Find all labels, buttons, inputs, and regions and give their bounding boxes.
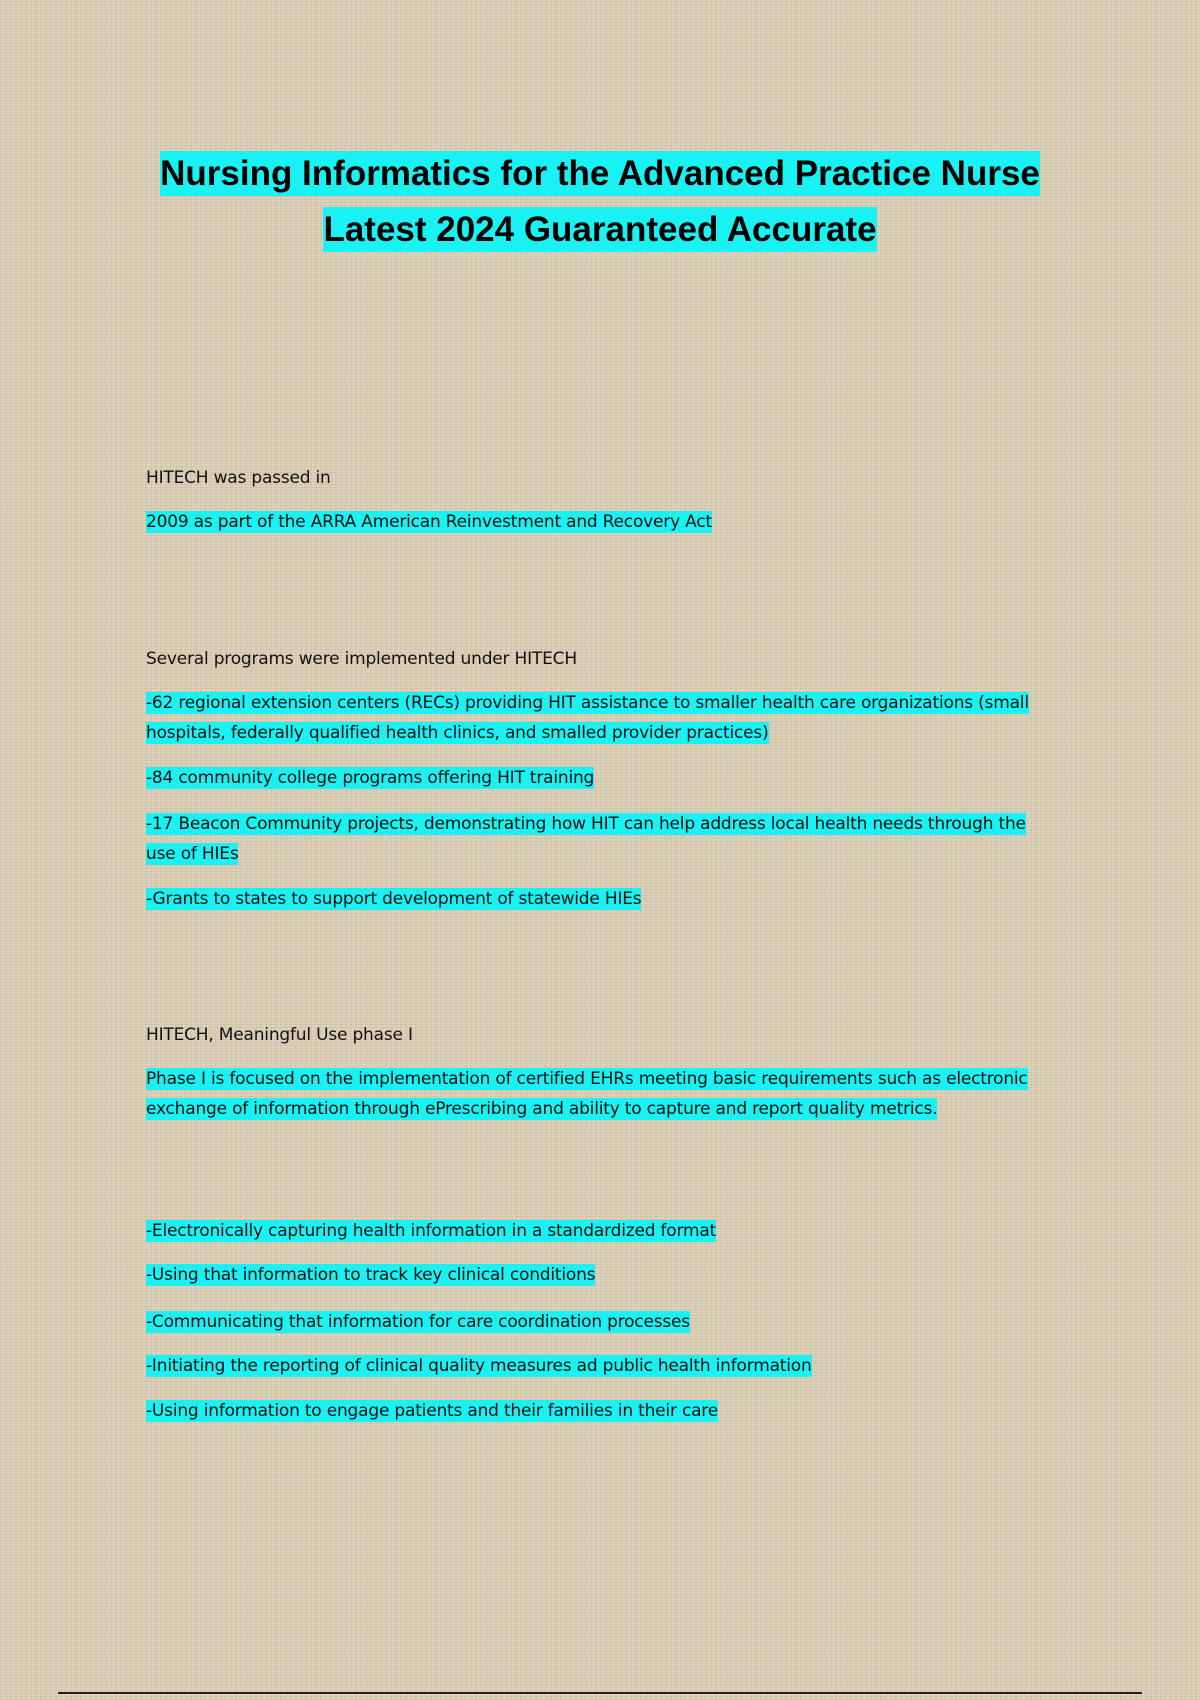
answer-programs-grants: -Grants to states to support development of statewide HIEs <box>146 889 642 909</box>
answer-programs-college: -84 community college programs offering HIT training <box>146 768 595 788</box>
question-meaningful-use: HITECH, Meaningful Use phase I <box>146 1025 413 1045</box>
question-hitech-programs: Several programs were implemented under HITECH <box>146 649 577 669</box>
answer-hitech-passed: 2009 as part of the ARRA American Reinvestment and Recovery Act <box>146 512 712 532</box>
page-bottom-rule <box>58 1692 1142 1694</box>
answer-quality-reporting: -Initiating the reporting of clinical quality measures ad public health information <box>146 1356 812 1376</box>
answer-phase-i: Phase I is focused on the implementation of certified EHRs meeting basic requirements such as electronic exchange of information through ePrescribing and ability to capture and report quality metrics. <box>146 1069 1028 1119</box>
document-title: Nursing Informatics for the Advanced Practice Nurse Latest 2024 Guaranteed Accurate <box>150 146 1050 258</box>
answer-programs-beacon: -17 Beacon Community projects, demonstrating how HIT can help address local health needs through the use of HIEs <box>146 814 1026 864</box>
answer-engage-patients: -Using information to engage patients and their families in their care <box>146 1401 718 1421</box>
question-hitech-passed: HITECH was passed in <box>146 468 331 488</box>
answer-track-conditions: -Using that information to track key clinical conditions <box>146 1265 596 1285</box>
answer-programs-recs: -62 regional extension centers (RECs) providing HIT assistance to smaller health care organizations (small hospitals, federally qualified health clinics, and smalled provider practices) <box>146 693 1029 743</box>
answer-electronically-capturing: -Electronically capturing health information in a standardized format <box>146 1221 717 1241</box>
answer-care-coordination: -Communicating that information for care coordination processes <box>146 1312 690 1332</box>
